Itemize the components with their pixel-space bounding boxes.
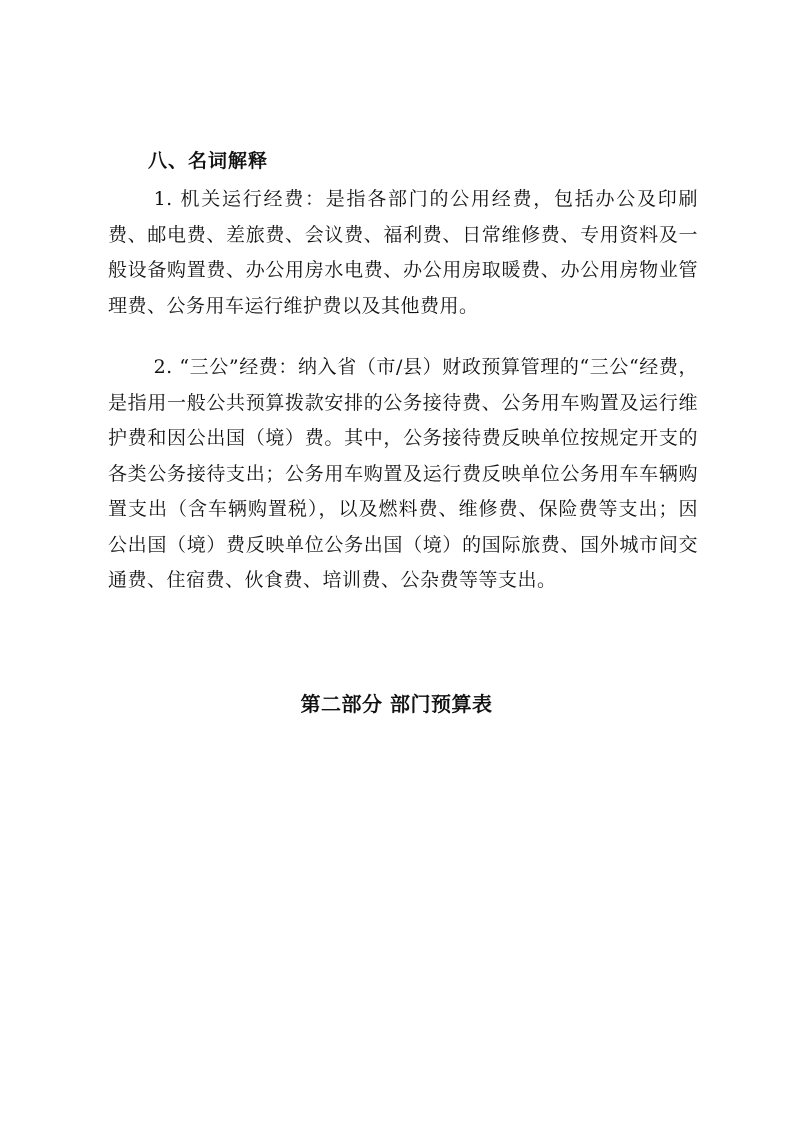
definition-paragraph: 2. “三公”经费：纳入省（市/县）财政预算管理的“三公“经费，是指用一般公共预算拨款安排的公务接待费、公务用车购置及运行维护费和因公出国（境）费。其中，公务接待费反映单位按规定开支的各类公务接待支出；公务用车购置及运行费反映单位公务用车车辆购置支出（含车辆购置税），以及燃料费、维修费、保险费等支出；因公出国（境）费反映单位公务出国（境）的国际旅费、国外城市间交通费、住宿费、伙食费、培训费、公杂费等等支出。 — [108, 356, 698, 591]
section-heading: 八、名词解释 — [148, 150, 269, 172]
part-title: 第二部分 部门预算表 — [300, 692, 493, 716]
definition-paragraph: 1. 机关运行经费：是指各部门的公用经费，包括办公及印刷费、邮电费、差旅费、会议费、福利费、日常维修费、专用资料及一般设备购置费、办公用房水电费、办公用房取暖费、办公用房物业管理费、公务用车运行维护费以及其他费用。 — [108, 188, 698, 317]
